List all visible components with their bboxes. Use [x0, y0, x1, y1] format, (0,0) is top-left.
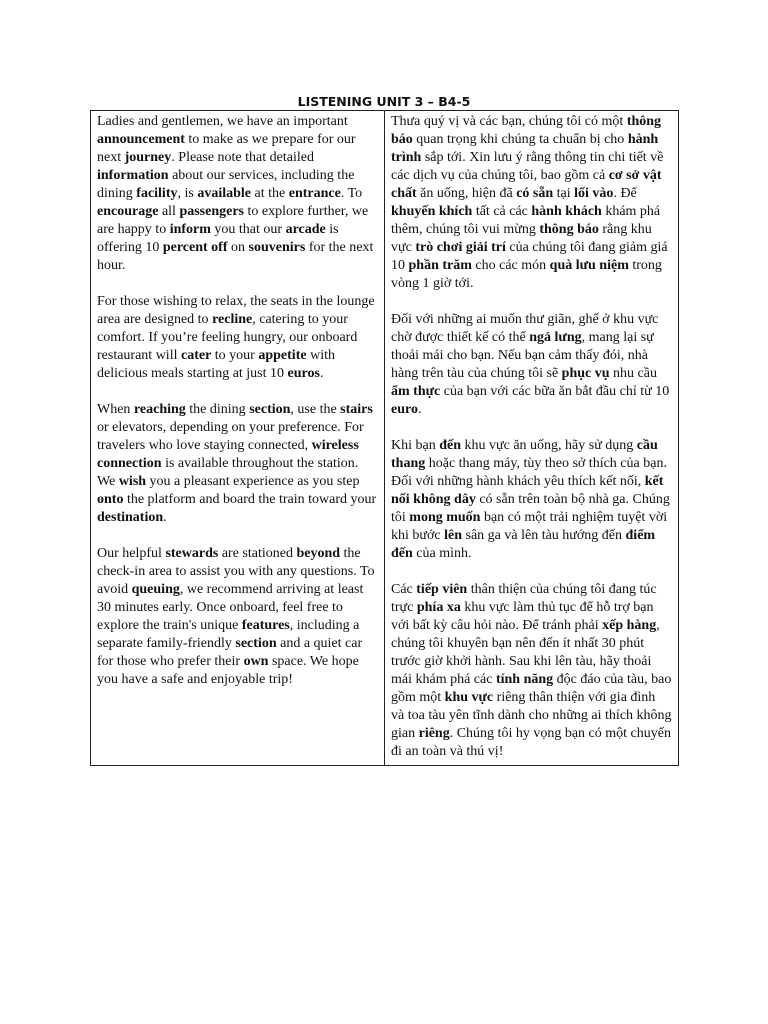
highlighted-term: đến [439, 438, 462, 453]
text-run: and a quiet car for those who prefer their [97, 636, 363, 669]
highlighted-term: euros [287, 366, 320, 381]
document-title: LISTENING UNIT 3 – B4-5 [297, 94, 471, 109]
text-run: space. We hope you have a safe and enjoyable trip! [97, 654, 359, 687]
highlighted-term: trò chơi giải trí [415, 240, 506, 255]
text-run: độc đáo của tàu, bao gồm một [391, 672, 672, 705]
highlighted-term: khu vực [444, 690, 494, 705]
highlighted-term: tiếp viên [416, 582, 468, 597]
text-run: riêng thân thiện với gia đình và toa tàu yên tĩnh dành cho những ai thích không gian [391, 690, 672, 741]
text-run: is available throughout the station. We [97, 456, 359, 489]
english-column [91, 111, 385, 766]
highlighted-term: phía xa [416, 600, 461, 615]
text-run: . To [340, 186, 363, 201]
text-run: của mình. [412, 546, 472, 561]
text-run: . [163, 510, 167, 525]
text-run: . [417, 402, 422, 417]
text-run: are stationed [218, 546, 297, 561]
text-run: you that our [210, 222, 286, 237]
highlighted-term: passengers [179, 204, 244, 219]
text-run: . Chúng tôi hy vọng bạn có một chuyến đi an toàn và thú vị! [391, 726, 671, 759]
text-run: with delicious meals starting at just 10 [97, 348, 335, 381]
text-run: khám phá thêm, chúng tôi vui mừng [391, 204, 661, 237]
table-row [91, 111, 679, 766]
text-run: you a pleasant experience as you step [146, 474, 360, 489]
highlighted-term: ngả lưng [529, 330, 582, 345]
text-run: to make as we prepare for our next [97, 132, 356, 165]
text-run: khu vực ăn uống, hãy sử dụng [461, 438, 637, 453]
text-run: is offering 10 [97, 222, 339, 255]
highlighted-term: xếp hàng [602, 618, 657, 633]
highlighted-term: hành trình [391, 132, 659, 165]
highlighted-term: cầu thang [391, 438, 658, 471]
highlighted-term: kết nối không dây [391, 474, 664, 507]
highlighted-term: queuing [131, 582, 180, 597]
highlighted-term: riêng [418, 726, 450, 741]
highlighted-term: quà lưu niệm [549, 258, 629, 273]
text-run: to explore further, we are happy to [97, 204, 369, 237]
highlighted-term: available [197, 186, 252, 201]
text-run: , use the [290, 402, 341, 417]
text-run: the dining [185, 402, 250, 417]
highlighted-term: destination [97, 510, 164, 525]
text-run: . Để [613, 186, 637, 201]
english-paragraph [97, 113, 378, 275]
bilingual-table [90, 110, 679, 766]
text-run: trong vòng 1 giờ tới. [391, 258, 662, 291]
highlighted-term: section [235, 636, 277, 651]
highlighted-term: mong muốn [409, 510, 481, 525]
highlighted-term: beyond [296, 546, 341, 561]
highlighted-term: own [243, 654, 269, 669]
highlighted-term: facility [136, 186, 178, 201]
highlighted-term: appetite [258, 348, 307, 363]
highlighted-term: thông báo [391, 114, 662, 147]
text-run: sân ga và lên tàu hướng đến [462, 528, 626, 543]
highlighted-term: entrance [288, 186, 341, 201]
highlighted-term: tính năng [495, 672, 554, 687]
highlighted-term: recline [212, 312, 253, 327]
text-run: có sẵn trên toàn bộ nhà ga. Chúng tôi [391, 492, 670, 525]
text-run: ăn uống, hiện đã [416, 186, 517, 201]
vietnamese-paragraph [391, 113, 672, 293]
text-run: on [227, 240, 249, 255]
english-paragraph [97, 545, 378, 689]
text-run: của chúng tôi đang giảm giá 10 [391, 240, 668, 273]
text-run: . Please note that detailed [171, 150, 314, 165]
text-run: , mang lại sự thoải mái cho bạn. Nếu bạn cảm thấy đói, nhà hàng trên tàu của chúng tôi sẽ [391, 330, 654, 381]
text-run: Our helpful [97, 546, 166, 561]
text-run: the check-in area to assist you with any questions. To avoid [97, 546, 375, 597]
text-run: rằng khu vực [391, 222, 652, 255]
highlighted-term: announcement [97, 132, 185, 147]
english-paragraph [97, 401, 378, 527]
text-run: to your [211, 348, 259, 363]
text-run: cho các món [471, 258, 550, 273]
highlighted-term: information [97, 168, 169, 183]
highlighted-term: journey [124, 150, 172, 165]
highlighted-term: thông báo [539, 222, 599, 237]
highlighted-term: lên [444, 528, 462, 543]
highlighted-term: ẩm thực [391, 384, 441, 399]
highlighted-term: wish [118, 474, 147, 489]
highlighted-term: có sẵn [516, 186, 554, 201]
text-run: Thưa quý vị và các bạn, chúng tôi có một [391, 114, 627, 129]
text-run: nhu cầu [609, 366, 657, 381]
highlighted-term: cater [180, 348, 212, 363]
highlighted-term: khuyến khích [391, 204, 473, 219]
text-run: at the [251, 186, 289, 201]
highlighted-term: euro [391, 402, 418, 417]
highlighted-term: lối vào [574, 186, 614, 201]
text-run: When [97, 402, 134, 417]
highlighted-term: percent off [162, 240, 228, 255]
text-run: Các [391, 582, 417, 597]
text-run: , catering to your comfort. If you’re feeling hungry, our onboard restaurant will [97, 312, 358, 363]
vietnamese-paragraph [391, 311, 672, 419]
text-run: Đối với những ai muốn thư giãn, ghế ở khu vực chờ được thiết kế có thể [391, 312, 659, 345]
text-run: For those wishing to relax, the seats in the lounge area are designed to [97, 294, 375, 327]
highlighted-term: hành khách [531, 204, 602, 219]
text-run: tất cả các [472, 204, 532, 219]
text-run: tại [553, 186, 575, 201]
highlighted-term: wireless connection [97, 438, 359, 471]
text-run: sắp tới. Xin lưu ý rằng thông tin chi tiết về các dịch vụ của chúng tôi, bao gồm cả [391, 150, 664, 183]
vietnamese-paragraph [391, 581, 672, 761]
text-run: the platform and board the train toward your [123, 492, 377, 507]
text-run: all [158, 204, 180, 219]
highlighted-term: encourage [97, 204, 159, 219]
vietnamese-paragraph [391, 437, 672, 563]
text-run: , is [177, 186, 198, 201]
highlighted-term: arcade [285, 222, 326, 237]
highlighted-term: phần trăm [408, 258, 472, 273]
highlighted-term: phục vụ [561, 366, 610, 381]
text-run: , we recommend arriving at least 30 minutes early. Once onboard, feel free to explore the train's unique [97, 582, 364, 633]
text-run: của bạn với các bữa ăn bắt đầu chỉ từ 10 [440, 384, 670, 399]
text-run: bạn có một trải nghiệm tuyệt vời khi bước [391, 510, 668, 543]
highlighted-term: souvenirs [248, 240, 306, 255]
text-run: . [319, 366, 324, 381]
text-run: thân thiện của chúng tôi đang túc trực [391, 582, 657, 615]
highlighted-term: stairs [340, 402, 373, 417]
highlighted-term: onto [97, 492, 124, 507]
text-run: Ladies and gentlemen, we have an important [97, 114, 348, 129]
text-run: quan trọng khi chúng ta chuẩn bị cho [412, 132, 628, 147]
text-run: , chúng tôi khuyên bạn nên đến ít nhất 30 phút trước giờ khởi hành. Sau khi lên tàu, hãy thoải mái khám phá các [391, 618, 660, 687]
highlighted-term: cơ sở vật chất [391, 168, 662, 201]
highlighted-term: điểm đến [391, 528, 656, 561]
highlighted-term: reaching [133, 402, 186, 417]
text-run: Khi bạn [391, 438, 440, 453]
text-run: or elevators, depending on your preference. For travelers who love staying connected, [97, 420, 364, 453]
english-paragraph [97, 293, 378, 383]
text-run: about our services, including the dining [97, 168, 355, 201]
text-run: , including a separate family-friendly [97, 618, 360, 651]
text-run: hoặc thang máy, tùy theo sở thích của bạn. Đối với những hành khách yêu thích kết nối, [391, 456, 667, 489]
vietnamese-column [385, 111, 679, 766]
highlighted-term: stewards [165, 546, 219, 561]
highlighted-term: features [241, 618, 290, 633]
text-run: khu vực làm thủ tục để hỗ trợ bạn với bất kỳ câu hỏi nào. Để tránh phải [391, 600, 654, 633]
highlighted-term: section [249, 402, 291, 417]
highlighted-term: inform [169, 222, 211, 237]
text-run: for the next hour. [97, 240, 374, 273]
